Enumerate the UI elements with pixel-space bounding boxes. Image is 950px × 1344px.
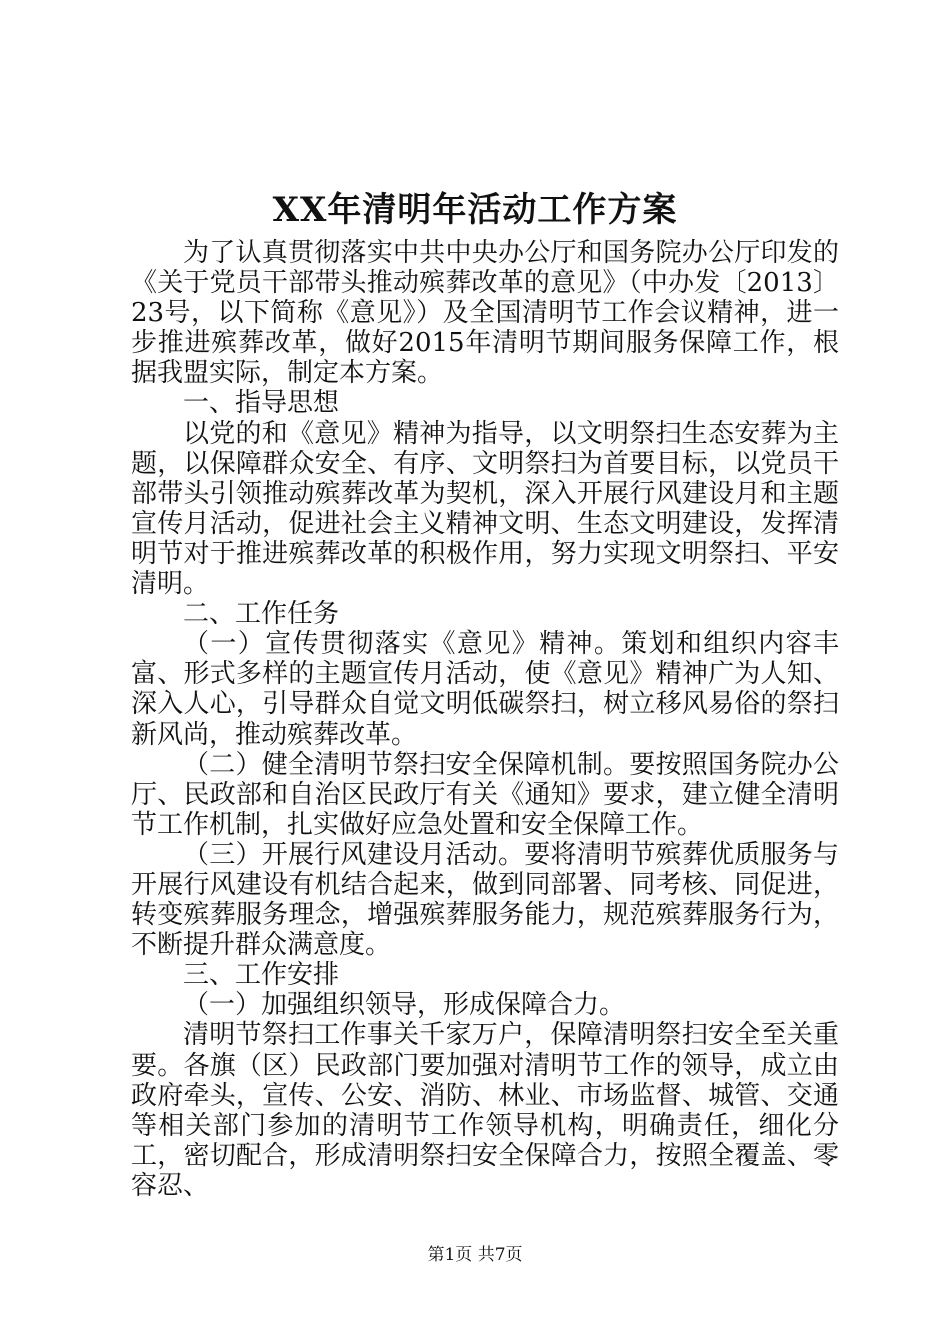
paragraph-task-3: （三）开展行风建设月活动。要将清明节殡葬优质服务与开展行风建设有机结合起来，做到同部署、同考核、同促进，转变殡葬服务理念，增强殡葬服务能力，规范殡葬服务行为，不断提升群众满意度。 xyxy=(131,839,839,961)
paragraph-guiding-ideology: 以党的和《意见》精神为指导，以文明祭扫生态安葬为主题，以保障群众安全、有序、文明祭扫为首要目标，以党员干部带头引领推动殡葬改革为契机，深入开展行风建设月和主题宣传月活动，促进社会主义精神文明、生态文明建设，发挥清明节对于推进殡葬改革的积极作用，努力实现文明祭扫、平安清明。 xyxy=(131,418,839,600)
paragraph-arrangement-1-body: 清明节祭扫工作事关千家万户，保障清明祭扫安全至关重要。各旗（区）民政部门要加强对清明节工作的领导，成立由政府牵头，宣传、公安、消防、林业、市场监督、城管、交通等相关部门参加的清明节工作领导机构，明确责任，细化分工，密切配合，形成清明祭扫安全保障合力，按照全覆盖、零容忍、 xyxy=(131,1020,839,1201)
page-footer: 第1页 共7页 xyxy=(427,1245,523,1265)
section-heading-guiding-ideology: 一、指导思想 xyxy=(183,388,340,419)
document-title: XX年清明年活动工作方案 xyxy=(272,190,678,230)
paragraph-intro: 为了认真贯彻落实中共中央办公厅和国务院办公厅印发的《关于党员干部带头推动殡葬改革的意见》（中办发〔2013〕23号，以下简称《意见》）及全国清明节工作会议精神，进一步推进殡葬改革，做好2015年清明节期间服务保障工作，根据我盟实际，制定本方案。 xyxy=(131,238,839,389)
section-heading-work-arrangement: 三、工作安排 xyxy=(183,960,340,991)
paragraph-arrangement-1-heading: （一）加强组织领导，形成保障合力。 xyxy=(183,990,626,1021)
paragraph-task-2: （二）健全清明节祭扫安全保障机制。要按照国务院办公厅、民政部和自治区民政厅有关《通知》要求，建立健全清明节工作机制，扎实做好应急处置和安全保障工作。 xyxy=(131,749,839,840)
section-heading-work-tasks: 二、工作任务 xyxy=(183,599,340,630)
paragraph-task-1: （一）宣传贯彻落实《意见》精神。策划和组织内容丰富、形式多样的主题宣传月活动，使《意见》精神广为人知、深入人心，引导群众自觉文明低碳祭扫，树立移风易俗的祭扫新风尚，推动殡葬改革。 xyxy=(131,629,839,750)
document-body xyxy=(131,238,839,1201)
